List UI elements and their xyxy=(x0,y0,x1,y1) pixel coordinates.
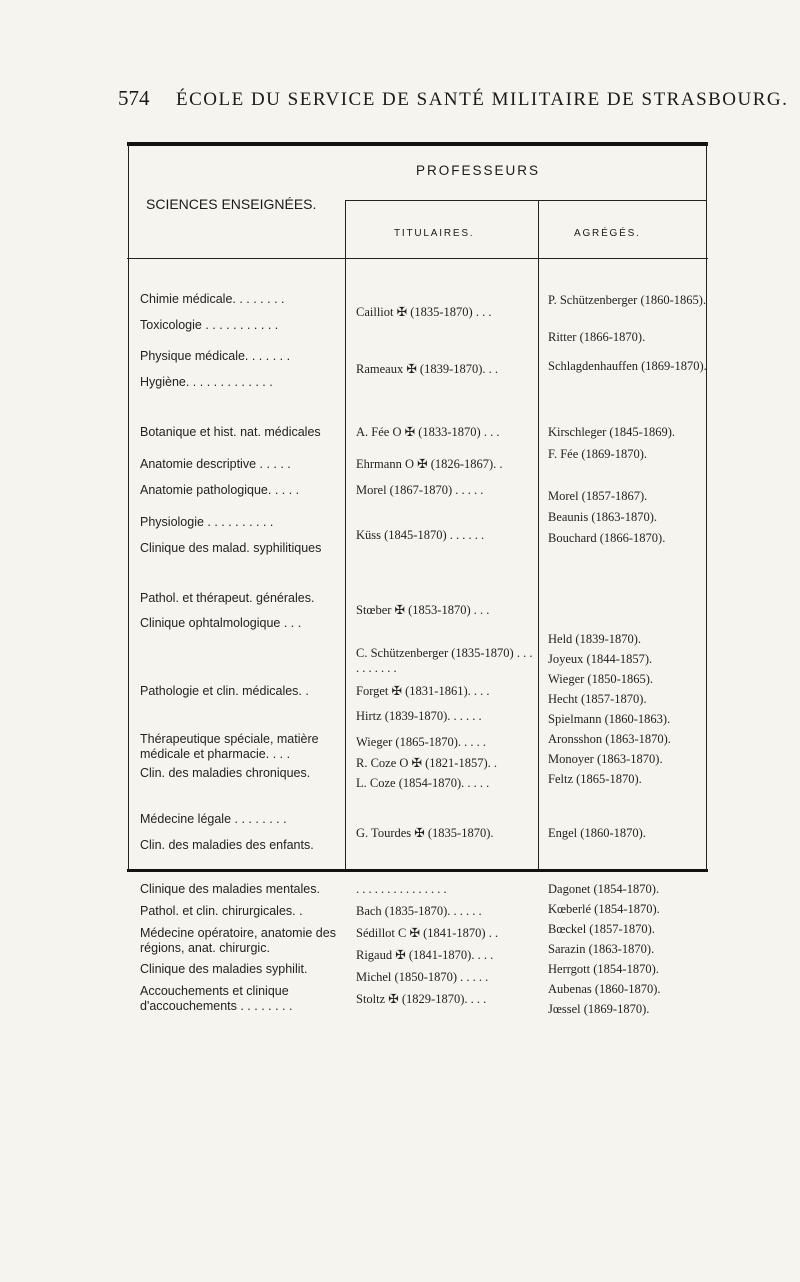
titulaire-entry: Stœber ✠ (1853-1870) . . . xyxy=(356,603,490,617)
col-head-professeurs: PROFESSEURS xyxy=(416,163,541,178)
titulaire-entry: G. Tourdes ✠ (1835-1870). xyxy=(356,826,494,840)
science-row: Thérapeutique spéciale, matière médicale et pharmacie. . . . xyxy=(140,732,319,761)
agrege-entry: Kirschleger (1845-1869). xyxy=(548,425,676,439)
col-head-sciences: SCIENCES ENSEIGNÉES. xyxy=(146,196,317,212)
science-row: Médecine légale . . . . . . . . xyxy=(140,812,287,826)
col-head-titulaires: TITULAIRES. xyxy=(394,228,475,239)
agrege-entry: Held (1839-1870). xyxy=(548,632,642,646)
header-bottom-rule xyxy=(127,258,708,259)
agrege-entry: P. Schützenberger (1860-1865). xyxy=(548,293,707,307)
titulaire-entry: Michel (1850-1870) . . . . . xyxy=(356,970,489,984)
science-row: Clinique des maladies syphilit. xyxy=(140,962,308,976)
agrege-entry: Joyeux (1844-1857). xyxy=(548,652,653,666)
table-bottom-rule xyxy=(127,869,708,872)
agrege-entry: Spielmann (1860-1863). xyxy=(548,712,671,726)
science-row: Clinique des malad. syphilitiques xyxy=(140,541,322,555)
science-row: Botanique et hist. nat. médicales xyxy=(140,425,321,439)
titulaire-entry: A. Fée O ✠ (1833-1870) . . . xyxy=(356,425,500,439)
science-row: Pathol. et thérapeut. générales. xyxy=(140,591,315,605)
agrege-entry: Jœssel (1869-1870). xyxy=(548,1002,650,1016)
agrege-entry: Sarazin (1863-1870). xyxy=(548,942,655,956)
titulaire-entry: C. Schützenberger (1835-1870) . . . . . . . . . . xyxy=(356,646,533,675)
titulaire-entry: Stoltz ✠ (1829-1870). . . . xyxy=(356,992,487,1006)
science-row: Clinique ophtalmologique . . . xyxy=(140,616,302,630)
titulaire-entry: Forget ✠ (1831-1861). . . . xyxy=(356,684,490,698)
science-row: Pathol. et clin. chirurgicales. . xyxy=(140,904,303,918)
col-head-agreges: AGRÉGÉS. xyxy=(574,228,641,239)
titulaire-entry: R. Coze O ✠ (1821-1857). . xyxy=(356,756,498,770)
agrege-entry: Beaunis (1863-1870). xyxy=(548,510,658,524)
science-row: Chimie médicale. . . . . . . . xyxy=(140,292,285,306)
agrege-entry: Aronsshon (1863-1870). xyxy=(548,732,671,746)
science-row: Accouchements et clinique d'accouchements . . . . . . . . xyxy=(140,984,293,1013)
science-row: Physiologie . . . . . . . . . . xyxy=(140,515,274,529)
science-row: Clin. des maladies des enfants. xyxy=(140,838,314,852)
agrege-entry: Kœberlé (1854-1870). xyxy=(548,902,660,916)
science-row: Physique médicale. . . . . . . xyxy=(140,349,291,363)
column-divider-agreges xyxy=(538,200,539,869)
science-row: Clin. des maladies chroniques. xyxy=(140,766,311,780)
science-row: Anatomie descriptive . . . . . xyxy=(140,457,291,471)
agrege-entry: Engel (1860-1870). xyxy=(548,826,646,840)
titulaire-entry: Rigaud ✠ (1841-1870). . . . xyxy=(356,948,494,962)
professeurs-underline xyxy=(345,200,706,201)
titulaire-entry: Cailliot ✠ (1835-1870) . . . xyxy=(356,305,492,319)
science-row: Pathologie et clin. médicales. . xyxy=(140,684,309,698)
science-row: Hygiène. . . . . . . . . . . . . xyxy=(140,375,273,389)
column-divider-sciences xyxy=(345,200,346,869)
agrege-entry: F. Fée (1869-1870). xyxy=(548,447,647,461)
titulaire-entry: Rameaux ✠ (1839-1870). . . xyxy=(356,362,499,376)
table-left-border xyxy=(128,142,129,871)
titulaire-entry: L. Coze (1854-1870). . . . . xyxy=(356,776,490,790)
science-row: Anatomie pathologique. . . . . xyxy=(140,483,300,497)
agrege-entry: Herrgott (1854-1870). xyxy=(548,962,659,976)
table-top-rule xyxy=(127,142,708,146)
titulaire-entry: . . . . . . . . . . . . . . . xyxy=(356,882,447,896)
table-right-border xyxy=(706,142,707,871)
agrege-entry: Feltz (1865-1870). xyxy=(548,772,642,786)
titulaire-entry: Hirtz (1839-1870). . . . . . xyxy=(356,709,482,723)
agrege-entry: Morel (1857-1867). xyxy=(548,489,648,503)
agrege-entry: Monoyer (1863-1870). xyxy=(548,752,663,766)
agrege-entry: Hecht (1857-1870). xyxy=(548,692,647,706)
science-row: Clinique des maladies mentales. xyxy=(140,882,320,896)
agrege-entry: Dagonet (1854-1870). xyxy=(548,882,660,896)
agrege-entry: Wieger (1850-1865). xyxy=(548,672,654,686)
titulaire-entry: Wieger (1865-1870). . . . . xyxy=(356,735,487,749)
agrege-entry: Bœckel (1857-1870). xyxy=(548,922,655,936)
agrege-entry: Bouchard (1866-1870). xyxy=(548,531,666,545)
science-row: Toxicologie . . . . . . . . . . . xyxy=(140,318,279,332)
titulaire-entry: Ehrmann O ✠ (1826-1867). . xyxy=(356,457,503,471)
titulaire-entry: Morel (1867-1870) . . . . . xyxy=(356,483,484,497)
agrege-entry: Schlagdenhauffen (1869-1870). xyxy=(548,359,707,373)
agrege-entry: Ritter (1866-1870). xyxy=(548,330,646,344)
running-head-title: ÉCOLE DU SERVICE DE SANTÉ MILITAIRE DE STRASBOURG. xyxy=(176,89,789,110)
titulaire-entry: Bach (1835-1870). . . . . . xyxy=(356,904,482,918)
titulaire-entry: Küss (1845-1870) . . . . . . xyxy=(356,528,485,542)
page-number: 574 xyxy=(118,86,150,110)
running-header xyxy=(118,86,788,111)
titulaire-entry: Sédillot C ✠ (1841-1870) . . xyxy=(356,926,499,940)
agrege-entry: Aubenas (1860-1870). xyxy=(548,982,661,996)
science-row: Médecine opératoire, anatomie des régions, anat. chirurgic. xyxy=(140,926,336,955)
